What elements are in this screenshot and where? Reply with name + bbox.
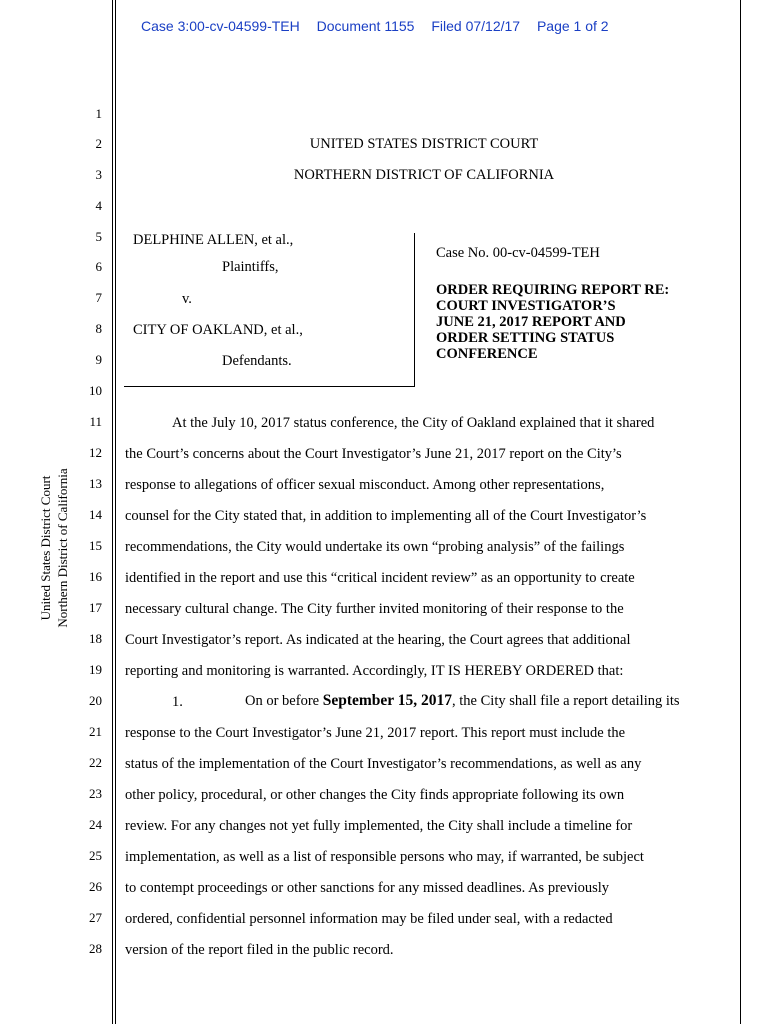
line-number: 14 (89, 507, 102, 522)
order-title (436, 282, 726, 362)
line-number: 16 (89, 569, 102, 584)
line-number: 4 (95, 198, 102, 213)
body-line: counsel for the City stated that, in addition to implementing all of the Court Investigator’s (125, 508, 647, 524)
item-first-line-post: , the City shall file a report detailing its (452, 693, 680, 709)
line-number: 12 (89, 445, 102, 460)
order-title-line: CONFERENCE (436, 346, 538, 362)
item-line: review. For any changes not yet fully implemented, the City shall include a timeline for (125, 818, 633, 834)
line-number: 19 (89, 662, 102, 677)
line-number: 9 (95, 352, 102, 367)
line-number: 24 (89, 817, 102, 832)
defendant-name: CITY OF OAKLAND, et al., (133, 322, 303, 338)
line-number: 15 (89, 538, 102, 553)
body-line: reporting and monitoring is warranted. Accordingly, IT IS HEREBY ORDERED that: (125, 663, 624, 679)
case-number-header: Case 3:00-cv-04599-TEH (141, 18, 300, 34)
plaintiff-name: DELPHINE ALLEN, et al., (133, 232, 294, 248)
item-line: implementation, as well as a list of responsible persons who may, if warranted, be subject (125, 849, 644, 865)
line-number: 26 (89, 879, 102, 894)
line-number: 25 (89, 848, 102, 863)
body-line: necessary cultural change. The City further invited monitoring of their response to the (125, 601, 624, 617)
left-margin-rule-1 (112, 0, 113, 1024)
item-line: other policy, procedural, or other changes the City finds appropriate following its own (125, 787, 625, 803)
body-line: recommendations, the City would undertake its own “probing analysis” of the failings (125, 539, 625, 555)
item-number: 1. (172, 694, 183, 710)
item-first-line (245, 693, 680, 709)
filed-date-header: Filed 07/12/17 (431, 18, 521, 34)
line-number: 5 (95, 229, 102, 244)
line-number: 13 (89, 476, 102, 491)
line-number: 17 (89, 600, 102, 615)
plaintiff-role: Plaintiffs, (222, 259, 279, 275)
case-number: Case No. 00-cv-04599-TEH (436, 245, 600, 261)
line-number: 11 (89, 414, 102, 429)
line-number: 18 (89, 631, 102, 646)
order-title-line: JUNE 21, 2017 REPORT AND (436, 314, 626, 330)
item-line: status of the implementation of the Court Investigator’s recommendations, as well as any (125, 756, 642, 772)
line-number: 2 (95, 136, 102, 151)
line-number: 10 (89, 383, 102, 398)
body-line: At the July 10, 2017 status conference, the City of Oakland explained that it shared (172, 415, 655, 431)
filing-header (141, 18, 622, 34)
line-number: 8 (95, 321, 102, 336)
item-line: response to the Court Investigator’s June 21, 2017 report. This report must include the (125, 725, 626, 741)
body-line: Court Investigator’s report. As indicated at the hearing, the Court agrees that additional (125, 632, 631, 648)
item-line: version of the report filed in the public record. (125, 942, 394, 958)
line-number: 1 (95, 106, 102, 121)
versus-label: v. (182, 291, 192, 307)
line-number: 21 (89, 724, 102, 739)
order-title-line: COURT INVESTIGATOR’S (436, 298, 616, 314)
order-title-line: ORDER REQUIRING REPORT RE: (436, 282, 670, 298)
court-sidebar (37, 468, 71, 627)
line-number: 20 (89, 693, 102, 708)
item-line: ordered, confidential personnel information may be filed under seal, with a redacted (125, 911, 613, 927)
page-count-header: Page 1 of 2 (536, 18, 609, 34)
left-margin-rule-2 (115, 0, 116, 1024)
line-number: 3 (95, 167, 102, 182)
line-number: 6 (95, 259, 102, 274)
body-line: response to allegations of officer sexual misconduct. Among other representations, (125, 477, 605, 493)
court-name: UNITED STATES DISTRICT COURT (309, 136, 539, 152)
sidebar-district-name: Northern District of California (55, 468, 70, 628)
item-line: to contempt proceedings or other sanctions for any missed deadlines. As previously (125, 880, 610, 896)
order-title-line: ORDER SETTING STATUS (436, 330, 615, 346)
document-number-header: Document 1155 (316, 18, 415, 34)
item-first-line-pre: On or before (245, 693, 323, 709)
deadline-date: September 15, 2017 (322, 692, 453, 709)
line-number: 7 (95, 290, 102, 305)
body-line: the Court’s concerns about the Court Investigator’s June 21, 2017 report on the City’s (125, 446, 622, 462)
line-number: 27 (89, 910, 102, 925)
sidebar-court-name: United States District Court (38, 475, 53, 621)
body-line: identified in the report and use this “critical incident review” as an opportunity to create (125, 570, 635, 586)
line-number: 23 (89, 786, 102, 801)
line-number: 22 (89, 755, 102, 770)
defendant-role: Defendants. (222, 353, 292, 369)
right-margin-rule (740, 0, 741, 1024)
line-number: 28 (89, 941, 102, 956)
court-district: NORTHERN DISTRICT OF CALIFORNIA (293, 167, 555, 183)
